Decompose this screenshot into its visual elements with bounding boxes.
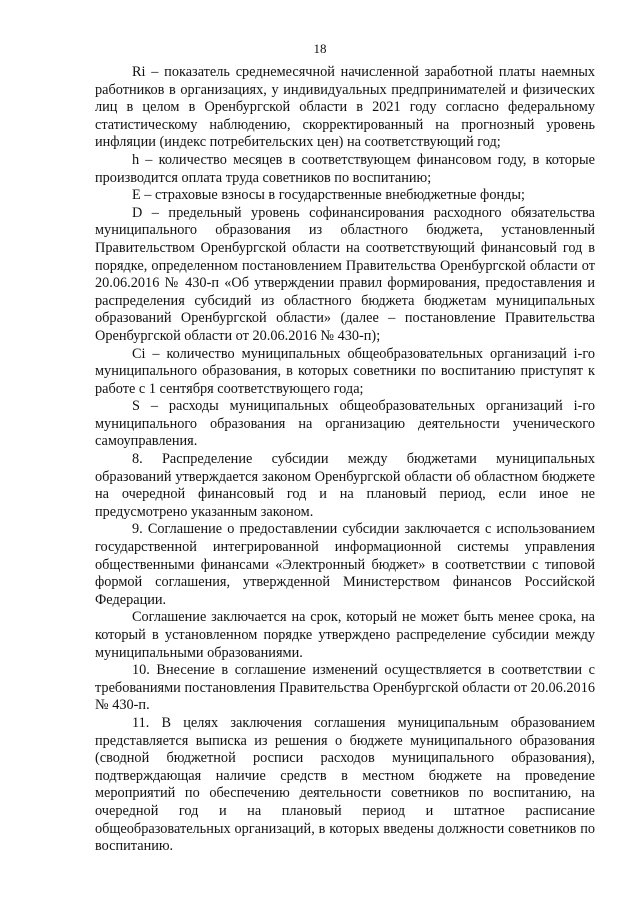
paragraph-r-definition: Ri – показатель среднемесячной начисленной заработной платы наемных работников в организациях, у индивидуальных предпринимателей и физических лиц в целом в Оренбургской области в 2021 году согласно федеральному статистическому наблюдению, скорректированный на прогнозный уровень инфляции (индекс потребительских цен) на соответствующий год; (95, 64, 595, 151)
paragraph-h-definition: h – количество месяцев в соответствующем финансовом году, в которые производится оплата труда советников по воспитанию; (95, 151, 595, 186)
paragraph-section-11: 11. В целях заключения соглашения муниципальным образованием представляется выписка из решения о бюджете муниципального образования (сводной бюджетной росписи расходов муниципального образования), подтверждающая наличие средств в местном бюджете на проведение мероприятий по обеспечению деятельности советников по воспитанию, на очередной год и на плановый период и штатное расписание общеобразовательных организаций, в которых введены должности советников по воспитанию. (95, 714, 595, 855)
paragraph-c-definition: Ci – количество муниципальных общеобразовательных организаций i-го муниципального образования, в которых советники по воспитанию приступят к работе с 1 сентября соответствующего года; (95, 345, 595, 397)
document-body (95, 64, 595, 856)
paragraph-s-definition: S – расходы муниципальных общеобразовательных организаций i-го муниципального образования на организацию деятельности ученического самоуправления. (95, 398, 595, 450)
paragraph-section-10: 10. Внесение в соглашение изменений осуществляется в соответствии с требованиями постановления Правительства Оренбургской области от 20.06.2016 № 430-п. (95, 662, 595, 714)
paragraph-section-8: 8. Распределение субсидии между бюджетами муниципальных образований утверждается законом Оренбургской области об областном бюджете на очередной финансовый год и на плановый период, если иное не предусмотрено указанным законом. (95, 451, 595, 520)
page-number: 18 (313, 41, 327, 56)
paragraph-agreement-term: Соглашение заключается на срок, который не может быть менее срока, на который в установленном порядке утверждено распределение субсидии между муниципальными образованиями. (95, 609, 595, 661)
paragraph-e-definition: E – страховые взносы в государственные внебюджетные фонды; (132, 187, 525, 204)
paragraph-d-definition: D – предельный уровень софинансирования расходного обязательства муниципального образования из областного бюджета, установленный Правительством Оренбургской области на соответствующий финансовый год в порядке, определенном постановлением Правительства Оренбургской области от 20.06.2016 № 430-п «Об утверждении правил формирования, предоставления и распределения субсидий из областного бюджета бюджетам муниципальных образований Оренбургской области» (далее – постановление Правительства Оренбургской области от 20.06.2016 № 430-п); (95, 204, 595, 344)
paragraph-section-9: 9. Соглашение о предоставлении субсидии заключается с использованием государственной интегрированной информационной системы управления общественными финансами «Электронный бюджет» в соответствии с типовой формой соглашения, утвержденной Министерством финансов Российской Федерации. (95, 521, 595, 608)
